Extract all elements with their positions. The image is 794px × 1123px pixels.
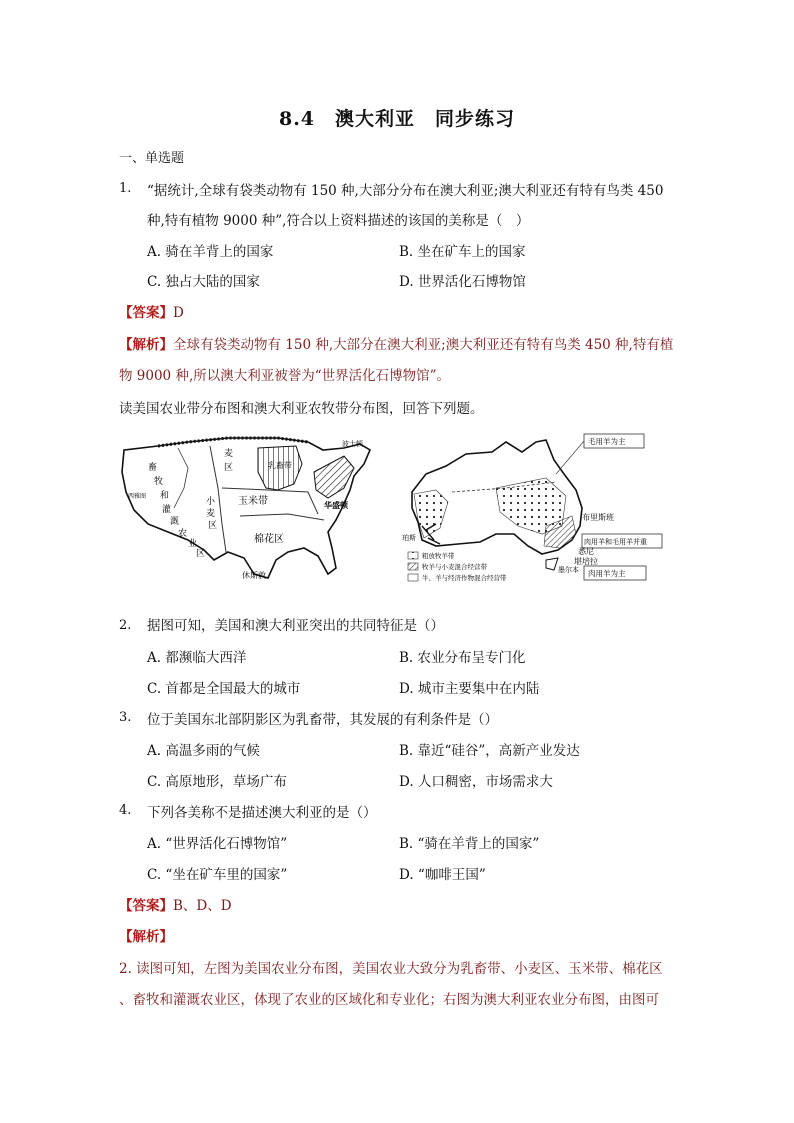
analysis-2-text-line2: 、畜牧和灌溉农业区，体现了农业的区域化和专业化；右图为澳大利亚农业分布图，由图可 [119, 992, 659, 1008]
question-1-option-d[interactable]: D. 世界活化石博物馆 [399, 274, 526, 290]
question-3-option-b[interactable]: B. 靠近“硅谷”，高新产业发达 [399, 743, 580, 759]
question-1-text-line2: 种,特有植物 9000 种”,符合以上资料描述的该国的美称是（ ） [147, 213, 530, 229]
aus-label-melbourne: 墨尔本 [558, 566, 579, 574]
section-heading: 一、单选题 [119, 151, 185, 166]
usa-agriculture-map [118, 428, 380, 590]
question-4-option-c[interactable]: C. “坐在矿车里的国家” [147, 867, 288, 883]
answer-1 [119, 301, 184, 321]
question-3-option-d[interactable]: D. 人口稠密，市场需求大 [399, 774, 553, 790]
callout-line-1 [556, 441, 584, 474]
question-2-option-a[interactable]: A. 都濒临大西洋 [147, 650, 247, 666]
aus-label-brisbane: 布里斯班 [582, 513, 614, 522]
usa-label-ranch-6: 农 [178, 529, 188, 539]
question-2-option-c[interactable]: C. 首都是全国最大的城市 [147, 681, 301, 697]
usa-label-ranch-7: 业 [188, 539, 198, 549]
usa-label-corn-belt: 玉米带 [238, 496, 268, 507]
usa-label-cotton: 棉花区 [254, 534, 284, 545]
question-2-option-b[interactable]: B. 农业分布呈专门化 [399, 650, 526, 666]
usa-label-ranch-5: 溉 [170, 517, 180, 527]
aus-label-wool-sheep: 毛用羊为主 [588, 437, 626, 446]
question-4-option-a[interactable]: A. “世界活化石博物馆” [147, 836, 288, 852]
usa-label-wheat-south-2: 麦 [206, 509, 216, 519]
analysis-1-text-line1: 全球有袋类动物有 150 种,大部分在澳大利亚;澳大利亚还有特有鸟类 450 种,特有植 [173, 337, 674, 353]
legend-swatch-2 [408, 563, 418, 570]
analysis-1-text-line2: 物 9000 种,所以澳大利亚被誉为“世界活化石博物馆”。 [119, 368, 451, 384]
question-1-option-c[interactable]: C. 独占大陆的国家 [147, 274, 260, 290]
question-4-option-b[interactable]: B. “骑在羊背上的国家” [399, 836, 540, 852]
aus-label-mixed-sheep: 肉用羊和毛用羊并重 [584, 538, 647, 546]
question-1-option-b[interactable]: B. 坐在矿车上的国家 [399, 244, 526, 260]
usa-label-washington: 华盛顿 [324, 501, 348, 510]
question-2-text: 据图可知，美国和澳大利亚突出的共同特征是（） [147, 618, 444, 634]
usa-label-ranch-4: 灌 [162, 505, 172, 515]
aus-label-canberra: 堪培拉 [574, 557, 598, 566]
analysis-2-text-line1: 2. 读图可知，左图为美国农业分布图，美国农业大致分为乳畜带、小麦区、玉米带、棉花区 [119, 961, 663, 977]
question-2-option-d[interactable]: D. 城市主要集中在内陆 [399, 681, 540, 697]
legend-swatch-3 [408, 574, 418, 581]
question-3-number: 3. [119, 710, 132, 725]
usa-label-ranch-1: 畜 [148, 463, 158, 473]
usa-label-wheat-2: 区 [224, 463, 234, 473]
analysis-1-line1 [119, 333, 673, 353]
aus-legend-1: 粗放牧羊带 [422, 552, 455, 560]
analysis-2-heading [119, 925, 173, 945]
answer-1-label: 【答案】 [119, 305, 173, 321]
usa-label-wheat-south-3: 区 [208, 521, 218, 531]
question-4-text: 下列各美称不是描述澳大利亚的是（） [147, 805, 377, 821]
usa-label-ranch-8: 区 [196, 549, 206, 559]
aus-label-meat-sheep: 肉用羊为主 [588, 569, 626, 578]
usa-label-dairy: 乳畜带 [268, 461, 292, 470]
usa-label-wheat-1: 麦 [224, 449, 234, 459]
aus-legend-2: 牧羊与小麦混合经营带 [422, 563, 487, 571]
answer-2-label: 【答案】 [119, 898, 173, 914]
answer-2 [119, 894, 232, 914]
analysis-1-label: 【解析】 [119, 337, 173, 353]
analysis-2-label: 【解析】 [119, 929, 173, 945]
australia-agriculture-map [396, 430, 664, 590]
aus-label-sydney: 悉尼 [578, 547, 594, 556]
usa-label-ranch-2: 牧 [154, 477, 164, 487]
question-1-number: 1. [119, 181, 132, 196]
aus-label-perth: 珀斯 [402, 534, 416, 542]
question-3-option-c[interactable]: C. 高原地形，草场广布 [147, 774, 287, 790]
question-3-option-a[interactable]: A. 高温多雨的气候 [147, 743, 260, 759]
question-4-option-d[interactable]: D. “咖啡王国” [399, 867, 486, 883]
question-3-text: 位于美国东北部阴影区为乳畜带，其发展的有利条件是（） [147, 712, 498, 728]
usa-label-boston: 波士顿 [342, 440, 363, 448]
map-intro: 读美国农业带分布图和澳大利亚农牧带分布图，回答下列题。 [119, 401, 484, 417]
usa-label-wheat-south-1: 小 [206, 497, 216, 507]
question-1-option-a[interactable]: A. 骑在羊背上的国家 [147, 244, 274, 260]
question-4-number: 4. [119, 803, 132, 818]
question-2-number: 2. [119, 618, 132, 633]
aus-legend-3: 牛、羊与经济作物混合经营带 [422, 574, 507, 582]
question-1-text-line1: “据统计,全球有袋类动物有 150 种,大部分分布在澳大利亚;澳大利亚还有特有鸟类 450 [147, 183, 664, 199]
usa-label-houston: 休斯敦 [242, 571, 266, 580]
tasmania [546, 558, 558, 570]
usa-label-ranch-3: 和 [160, 491, 170, 501]
page-title: 8.4 澳大利亚 同步练习 [278, 108, 516, 130]
usa-label-seattle: 西雅图 [128, 493, 147, 500]
answer-2-value: B、D、D [173, 898, 232, 914]
answer-1-value: D [173, 305, 184, 321]
legend-swatch-1 [408, 552, 418, 559]
